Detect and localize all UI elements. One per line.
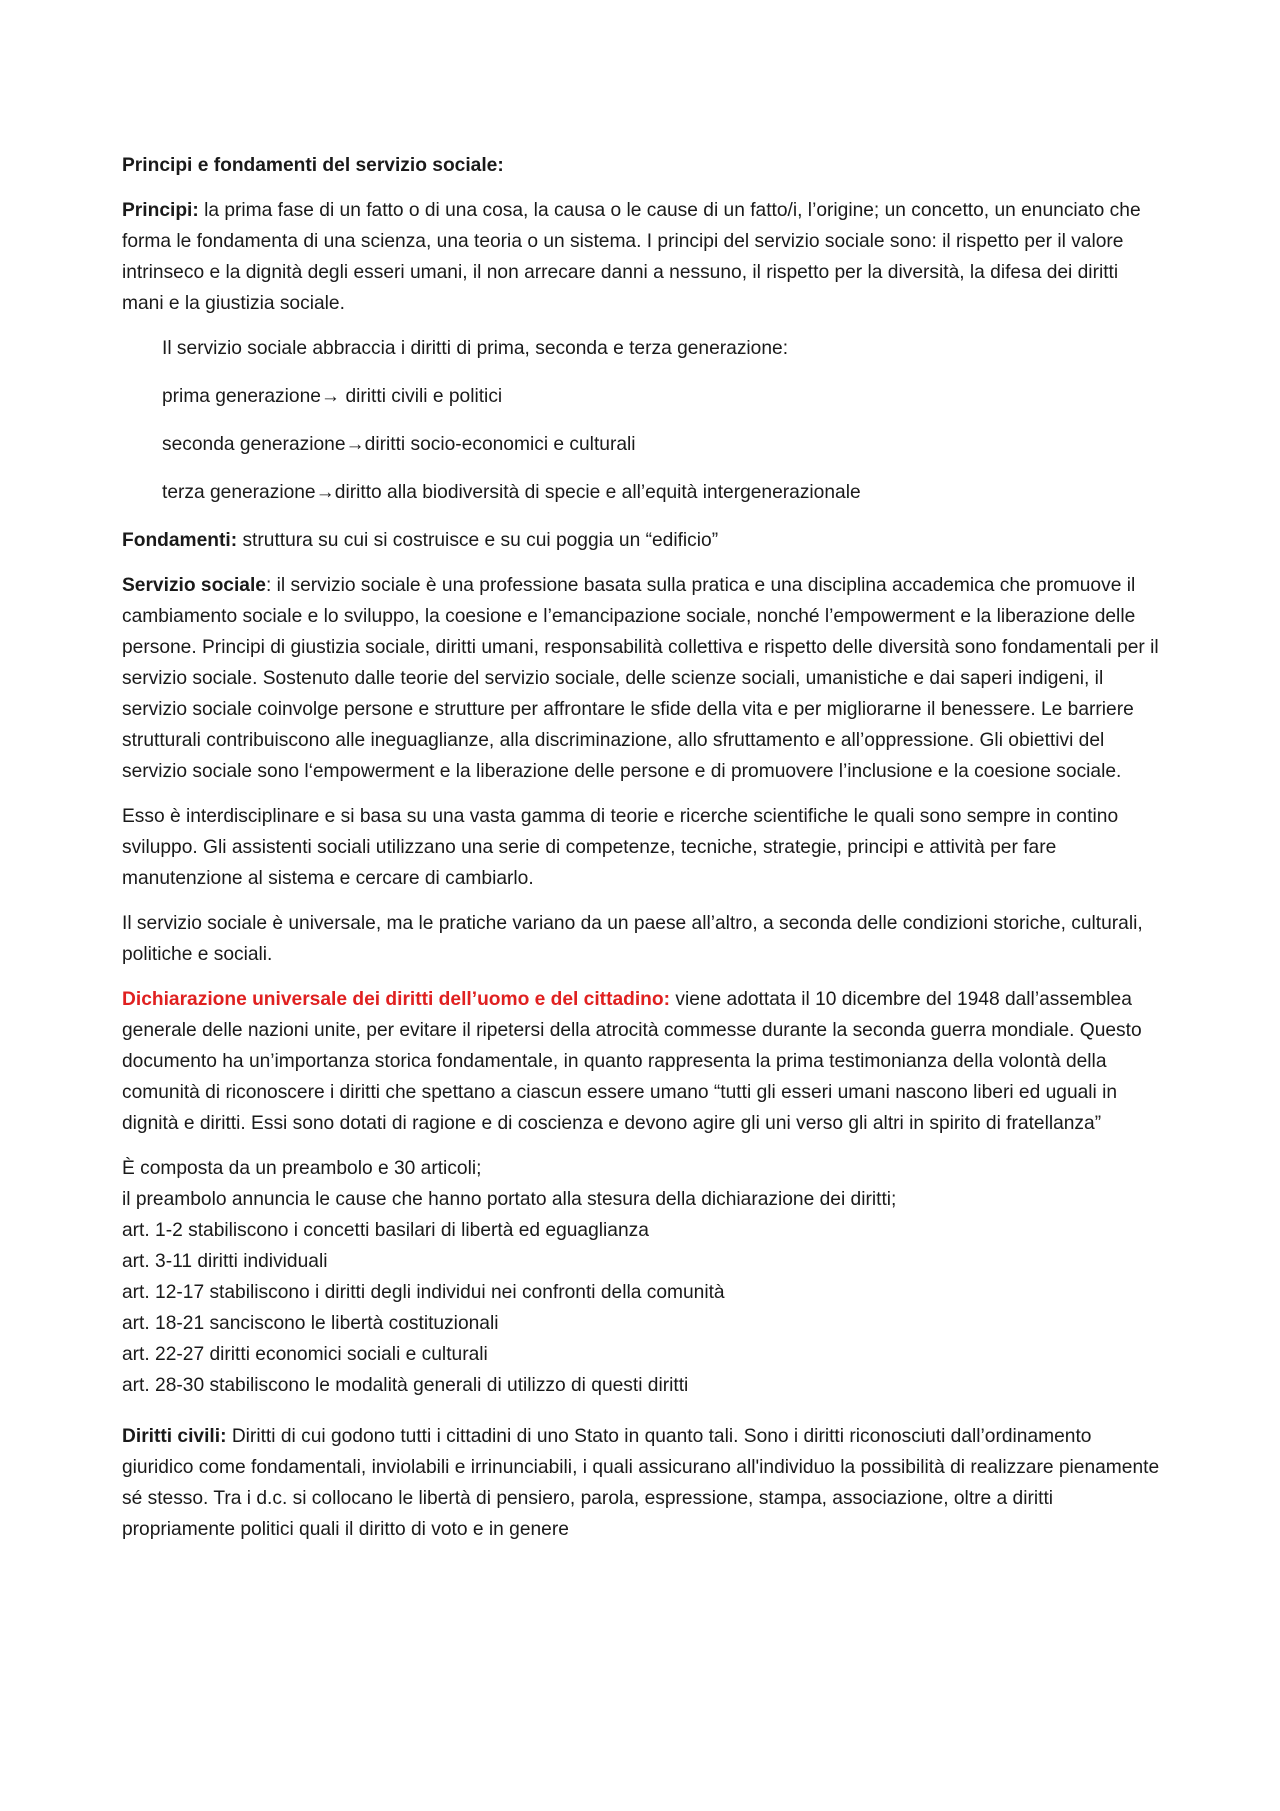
diritti-civili-paragraph	[122, 1421, 1162, 1545]
list-item: art. 3-11 diritti individuali	[122, 1251, 328, 1272]
servizio-sociale-text: : il servizio sociale è una professione basata sulla pratica e una disciplina accademica che promuove il cambiamento sociale e lo sviluppo, la coesione e l’emancipazione sociale, nonché l’empowerment e la liberazione delle persone. Principi di giustizia sociale, diritti umani, responsabilità collettiva e rispetto delle diversità sono fondamentali per il servizio sociale. Sostenuto dalle teorie del servizio sociale, delle scienze sociali, umanistiche e dai saperi indigeni, il servizio sociale coinvolge persone e strutture per affrontare le sfide della vita e per migliorarne il benessere. Le barriere strutturali contribuiscono alle ineguaglianze, alla discriminazione, allo sfruttamento e all’oppressione. Gli obiettivi del servizio sociale sono l‘empowerment e la liberazione delle persone e di promuovere l’inclusione e la coesione sociale.	[122, 575, 1159, 782]
generazione-item: terza generazione→diritto alla biodiversità di specie e all’equità intergenerazionale	[162, 482, 861, 503]
fondamenti-text: struttura su cui si costruisce e su cui poggia un “edificio”	[237, 530, 719, 551]
servizio-sociale-paragraph	[122, 570, 1162, 787]
universale-paragraph: Il servizio sociale è universale, ma le pratiche variano da un paese all’altro, a seconda delle condizioni storiche, culturali, politiche e sociali.	[122, 913, 1143, 965]
list-item: art. 12-17 stabiliscono i diritti degli individui nei confronti della comunità	[122, 1282, 725, 1303]
section-title: Principi e fondamenti del servizio sociale:	[122, 155, 504, 176]
generazione-item: prima generazione→ diritti civili e politici	[162, 386, 503, 407]
interdisciplinare-paragraph: Esso è interdisciplinare e si basa su una vasta gamma di teorie e ricerche scientifiche le quali sono sempre in contino sviluppo. Gli assistenti sociali utilizzano una serie di competenze, tecniche, strategie, principi e attività per fare manutenzione al sistema e cercare di cambiarlo.	[122, 806, 1119, 889]
list-item: art. 18-21 sanciscono le libertà costituzionali	[122, 1313, 499, 1334]
dichiarazione-label: Dichiarazione universale dei diritti dell’uomo e del cittadino:	[122, 989, 671, 1010]
list-item: È composta da un preambolo e 30 articoli;	[122, 1158, 482, 1179]
fondamenti-paragraph	[122, 525, 1162, 556]
principi-paragraph	[122, 195, 1162, 319]
principi-label: Principi:	[122, 200, 199, 221]
generazioni-intro: Il servizio sociale abbraccia i diritti di prima, seconda e terza generazione:	[162, 338, 789, 359]
document-body	[122, 150, 1162, 1559]
spacer	[122, 1401, 1162, 1421]
principi-text: la prima fase di un fatto o di una cosa, la causa o le cause di un fatto/i, l’origine; un concetto, un enunciato che forma le fondamenta di una scienza, una teoria o un sistema. I principi del servizio sociale sono: il rispetto per il valore intrinseco e la dignità degli esseri umani, il non arrecare danni a nessuno, il rispetto per la diversità, la difesa dei diritti mani e la giustizia sociale.	[122, 200, 1141, 314]
list-item: art. 28-30 stabiliscono le modalità generali di utilizzo di questi diritti	[122, 1375, 689, 1396]
diritti-civili-label: Diritti civili:	[122, 1426, 227, 1447]
generazione-item: seconda generazione→diritti socio-economici e culturali	[162, 434, 636, 455]
articoli-list	[122, 1153, 1162, 1401]
dichiarazione-text: viene adottata il 10 dicembre del 1948 dall’assemblea generale delle nazioni unite, per evitare il ripetersi della atrocità commesse durante la seconda guerra mondiale. Questo documento ha un’importanza storica fondamentale, in quanto rappresenta la prima testimonianza della volontà della comunità di riconoscere i diritti che spettano a ciascun essere umano “tutti gli esseri umani nascono liberi ed uguali in dignità e diritti. Essi sono dotati di ragione e di coscienza e devono agire gli uni verso gli altri in spirito di fratellanza”	[122, 989, 1142, 1134]
list-item: art. 22-27 diritti economici sociali e culturali	[122, 1344, 488, 1365]
servizio-sociale-label: Servizio sociale	[122, 575, 266, 596]
list-item: art. 1-2 stabiliscono i concetti basilari di libertà ed eguaglianza	[122, 1220, 649, 1241]
list-item: il preambolo annuncia le cause che hanno portato alla stesura della dichiarazione dei diritti;	[122, 1189, 897, 1210]
dichiarazione-paragraph	[122, 984, 1162, 1139]
diritti-civili-text: Diritti di cui godono tutti i cittadini di uno Stato in quanto tali. Sono i diritti riconosciuti dall’ordinamento giuridico come fondamentali, inviolabili e irrinunciabili, i quali assicurano all'individuo la possibilità di realizzare pienamente sé stesso. Tra i d.c. si collocano le libertà di pensiero, parola, espressione, stampa, associazione, oltre a diritti propriamente politici quali il diritto di voto e in genere	[122, 1426, 1160, 1540]
fondamenti-label: Fondamenti:	[122, 530, 238, 551]
